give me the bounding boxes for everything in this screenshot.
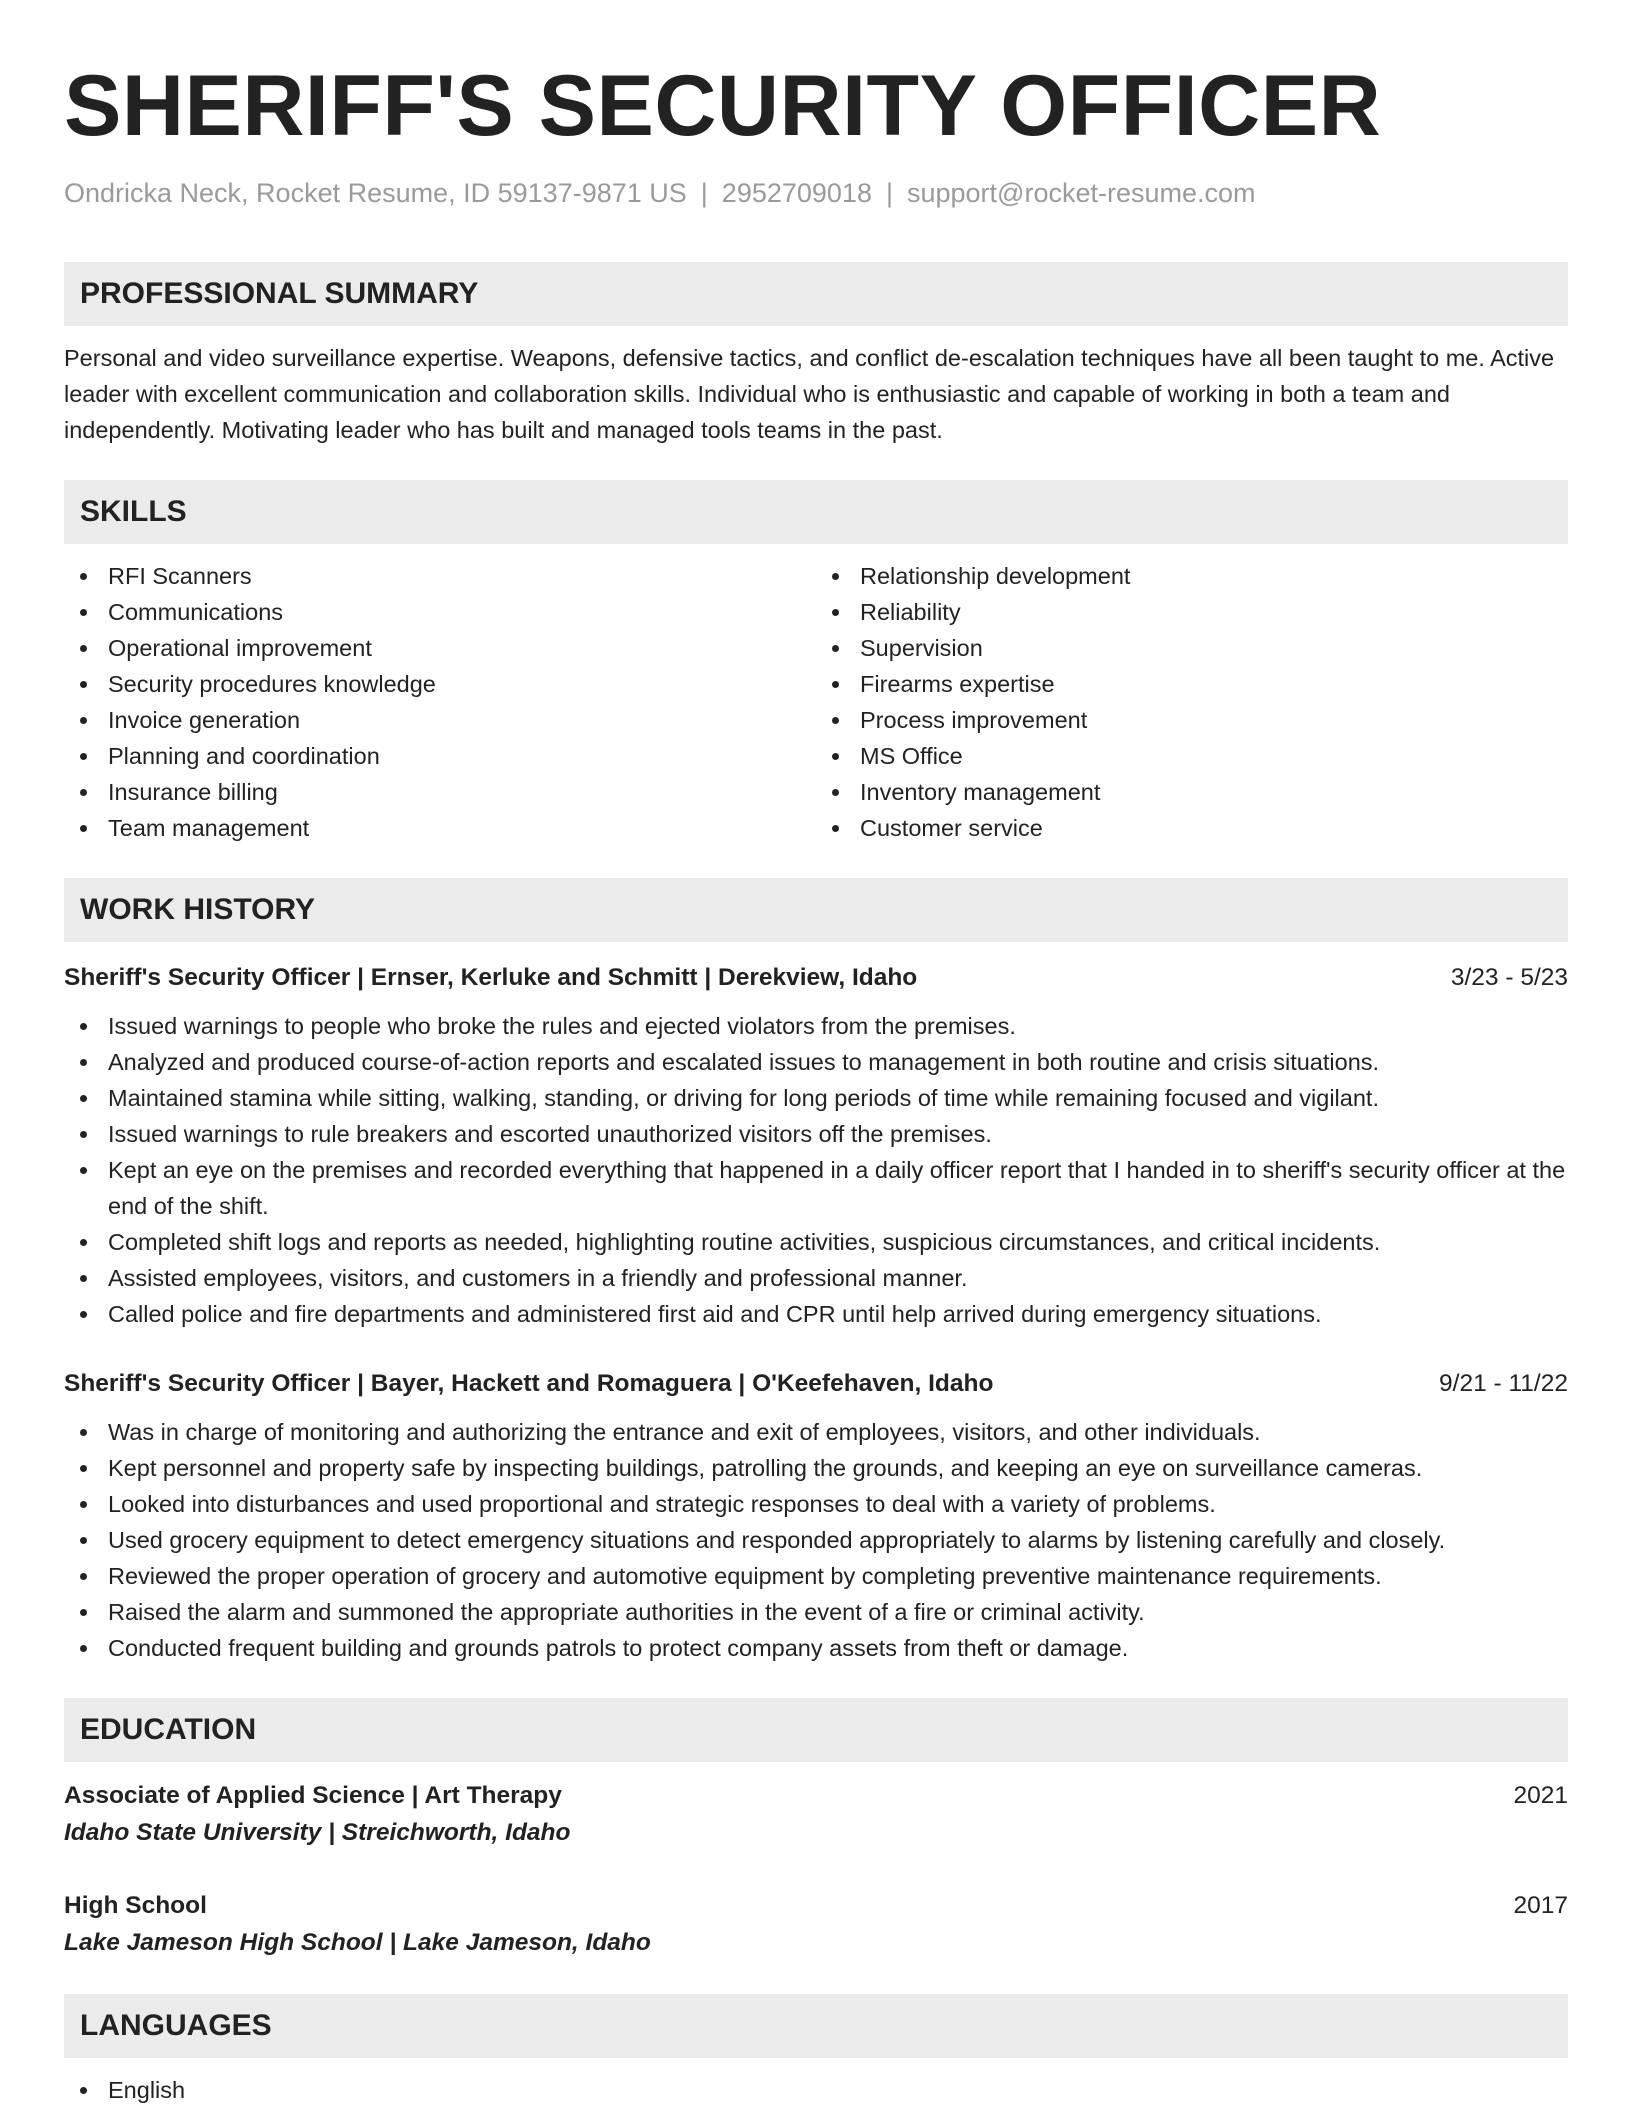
job-bullet: Assisted employees, visitors, and customers in a friendly and professional manner. — [64, 1260, 1568, 1296]
languages-list — [64, 2072, 1568, 2108]
skills-column-right — [816, 558, 1568, 846]
education-entry — [64, 1888, 1568, 1962]
skill-item: Reliability — [816, 594, 1568, 630]
job-bullet: Completed shift logs and reports as needed, highlighting routine activities, suspicious circumstances, and critical incidents. — [64, 1224, 1568, 1260]
skill-item: Invoice generation — [64, 702, 816, 738]
education-degree: High School — [64, 1892, 207, 1919]
contact-separator: | — [885, 178, 893, 208]
job-dates: 9/21 - 11/22 — [1439, 1370, 1568, 1397]
job-bullet: Used grocery equipment to detect emergency situations and responded appropriately to alarms by listening carefully and closely. — [64, 1522, 1568, 1558]
job-bullet: Issued warnings to rule breakers and escorted unauthorized visitors off the premises. — [64, 1116, 1568, 1152]
education-degree: Associate of Applied Science | Art Therapy — [64, 1782, 562, 1809]
job-bullet: Was in charge of monitoring and authorizing the entrance and exit of employees, visitors, and other individuals. — [64, 1414, 1568, 1450]
skill-item: Team management — [64, 810, 816, 846]
skill-item: Process improvement — [816, 702, 1568, 738]
skill-item: Firearms expertise — [816, 666, 1568, 702]
education-school: Lake Jameson High School | Lake Jameson, Idaho — [64, 1929, 651, 1956]
contact-phone: 2952709018 — [721, 178, 872, 208]
summary-text: Personal and video surveillance expertise. Weapons, defensive tactics, and conflict de-escalation techniques have all been taught to me. Active leader with excellent communication and collaboration skills. Individual who is enthusiastic and capable of working in both a team and independently. Motivating leader who has built and managed tools teams in the past. — [64, 345, 1555, 443]
skill-item: RFI Scanners — [64, 558, 816, 594]
section-heading-languages: LANGUAGES — [64, 1994, 1568, 2058]
job-bullet: Kept personnel and property safe by inspecting buildings, patrolling the grounds, and keeping an eye on surveillance cameras. — [64, 1450, 1568, 1486]
section-heading-work-history: WORK HISTORY — [64, 878, 1568, 942]
skill-item: Security procedures knowledge — [64, 666, 816, 702]
contact-address: Ondricka Neck, Rocket Resume, ID 59137-9871 US — [64, 178, 687, 208]
skill-item: Planning and coordination — [64, 738, 816, 774]
education-entry — [64, 1778, 1568, 1852]
job-bullet: Analyzed and produced course-of-action reports and escalated issues to management in both routine and crisis situations. — [64, 1044, 1568, 1080]
job-entry — [64, 1366, 1568, 1666]
section-heading-education: EDUCATION — [64, 1698, 1568, 1762]
skill-item: Inventory management — [816, 774, 1568, 810]
job-bullet: Looked into disturbances and used proportional and strategic responses to deal with a variety of problems. — [64, 1486, 1568, 1522]
job-title: Sheriff's Security Officer | Bayer, Hackett and Romaguera | O'Keefehaven, Idaho — [64, 1370, 994, 1397]
education-school: Idaho State University | Streichworth, Idaho — [64, 1819, 571, 1846]
job-bullet: Kept an eye on the premises and recorded everything that happened in a daily officer report that I handed in to sheriff's security officer at the end of the shift. — [64, 1152, 1568, 1224]
education-year: 2021 — [1513, 1782, 1568, 1809]
section-heading-summary: PROFESSIONAL SUMMARY — [64, 262, 1568, 326]
language-item: English — [64, 2072, 1568, 2108]
skill-item: Insurance billing — [64, 774, 816, 810]
job-entry — [64, 960, 1568, 1332]
job-bullet: Maintained stamina while sitting, walking, standing, or driving for long periods of time while remaining focused and vigilant. — [64, 1080, 1568, 1116]
job-bullet: Issued warnings to people who broke the rules and ejected violators from the premises. — [64, 1008, 1568, 1044]
skill-item: Communications — [64, 594, 816, 630]
job-bullet: Conducted frequent building and grounds patrols to protect company assets from theft or damage. — [64, 1630, 1568, 1666]
skills-grid — [64, 558, 1568, 846]
job-bullet: Called police and fire departments and administered first aid and CPR until help arrived during emergency situations. — [64, 1296, 1568, 1332]
job-bullet: Reviewed the proper operation of grocery and automotive equipment by completing preventive maintenance requirements. — [64, 1558, 1568, 1594]
job-bullet: Raised the alarm and summoned the appropriate authorities in the event of a fire or criminal activity. — [64, 1594, 1568, 1630]
skills-column-left — [64, 558, 816, 846]
skill-item: Operational improvement — [64, 630, 816, 666]
section-heading-skills: SKILLS — [64, 480, 1568, 544]
job-dates: 3/23 - 5/23 — [1450, 964, 1568, 991]
contact-email: support@rocket-resume.com — [906, 178, 1256, 208]
candidate-title: SHERIFF'S SECURITY OFFICER — [64, 58, 1382, 154]
skill-item: MS Office — [816, 738, 1568, 774]
contact-line — [64, 176, 1568, 210]
skill-item: Customer service — [816, 810, 1568, 846]
job-title: Sheriff's Security Officer | Ernser, Kerluke and Schmitt | Derekview, Idaho — [64, 964, 918, 991]
skill-item: Supervision — [816, 630, 1568, 666]
skill-item: Relationship development — [816, 558, 1568, 594]
contact-separator: | — [700, 178, 708, 208]
education-year: 2017 — [1513, 1892, 1568, 1919]
